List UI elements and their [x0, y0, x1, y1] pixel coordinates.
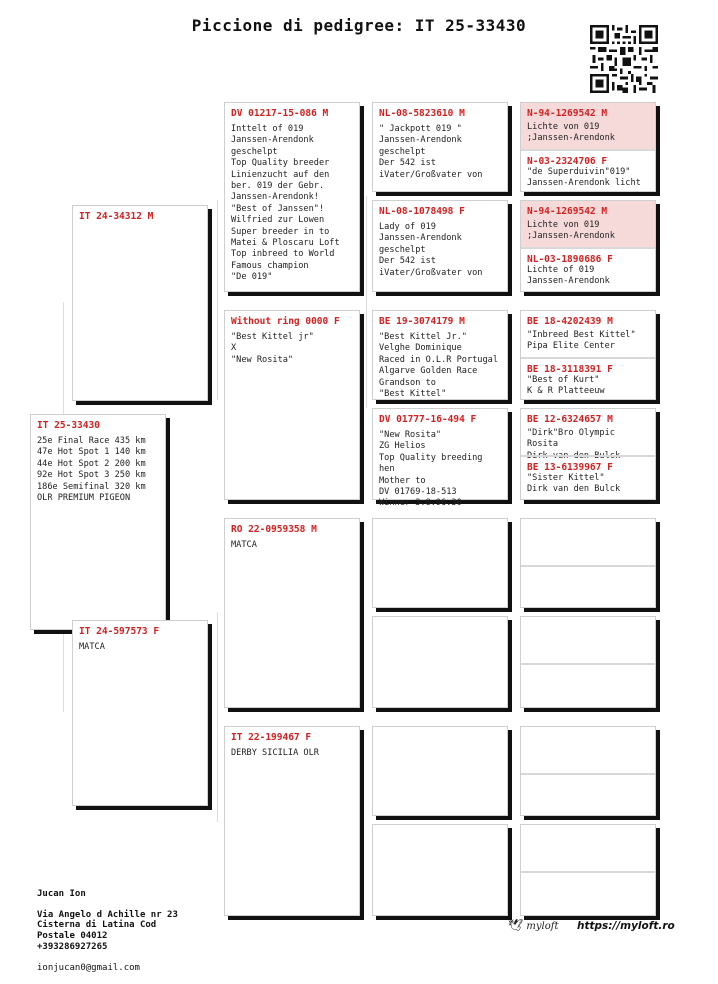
- ring-number: NL-03-1890686 F: [527, 254, 613, 265]
- logo-text: myloft: [526, 921, 559, 932]
- pigeon-card-gen4-pair[interactable]: [520, 200, 656, 292]
- connector-line: [217, 612, 218, 822]
- pigeon-info: Lichte of 019 Janssen-Arendonk: [527, 265, 610, 287]
- myloft-logo: [508, 918, 559, 932]
- pigeon-info: "Best Kittel jr" X "New Rosita": [231, 332, 314, 365]
- pigeon-info: "Dirk"Bro Olympic Rosita: [527, 428, 615, 450]
- pigeon-card-empty[interactable]: [372, 518, 508, 608]
- ring-number: IT 24-597573 F: [79, 626, 160, 637]
- ring-number: N-94-1269542 M: [527, 206, 608, 217]
- ring-number: IT 25-33430: [37, 420, 100, 431]
- website-link[interactable]: https://myloft.ro: [577, 920, 675, 932]
- ring-number: BE 12-6324657 M: [527, 414, 613, 425]
- pigeon-info: "New Rosita" ZG Helios Top Quality breeding hen Mother to DV 01769-18-513 Winner 3.8.96.30: [379, 430, 483, 509]
- ring-number: DV 01217-15-086 M: [231, 108, 329, 119]
- ring-number: BE 18-3118391 F: [527, 364, 613, 375]
- owner-block: [37, 878, 178, 984]
- divider: [521, 565, 655, 567]
- pigeon-info: "Sister Kittel" Dirk van den Bulck: [527, 473, 621, 495]
- pigeon-info: "Best of Kurt" K & R Platteeuw: [527, 375, 605, 397]
- ring-number: BE 18-4202439 M: [527, 316, 613, 327]
- pigeon-card-grandsire-maternal[interactable]: [224, 518, 360, 708]
- pigeon-info: Lichte von 019 ;Janssen-Arendonk: [527, 122, 615, 144]
- pigeon-card-empty[interactable]: [372, 824, 508, 916]
- pigeon-card-empty[interactable]: [520, 824, 656, 916]
- pigeon-card-empty[interactable]: [520, 726, 656, 816]
- pigeon-card-subject[interactable]: [30, 414, 166, 630]
- ring-number: NL-08-5823610 M: [379, 108, 465, 119]
- pigeon-info: 25e Final Race 435 km 47e Hot Spot 1 140 km 44e Hot Spot 2 200 km 92e Hot Spot 3 250 km 186e Semifinal 320 km OLR PREMIUM PIGEON: [37, 436, 146, 504]
- divider: [521, 663, 655, 665]
- pigeon-card-gen4-pair[interactable]: [520, 310, 656, 400]
- pigeon-card-empty[interactable]: [372, 726, 508, 816]
- pigeon-card-ggp-3[interactable]: [372, 310, 508, 400]
- pigeon-card-ggp-2[interactable]: [372, 200, 508, 292]
- page-title: Piccione di pedigree: IT 25-33430: [191, 16, 527, 35]
- pigeon-info: Lichte von 019 ;Janssen-Arendonk: [527, 220, 615, 242]
- pigeon-info: MATCA: [79, 642, 105, 652]
- pigeon-info: Inttelt of 019 Janssen-Arendonk geschelpt Top Quality breeder Linienzucht auf den ber. 019 der Gebr. Janssen-Arendonk! "Best of Janssen"! Wilfried zur Lowen Super breeder in to Matei & Ploscaru Loft Top inbreed to World Famous champion "De 019": [231, 124, 340, 283]
- owner-address: Via Angelo d Achille nr 23 Cisterna di Latina Cod Postale 04012 +393286927265: [37, 909, 178, 952]
- connector-line: [217, 200, 218, 400]
- pigeon-card-granddam-maternal[interactable]: [224, 726, 360, 916]
- pigeon-info: "de Superduivin"019" Janssen-Arendonk licht: [527, 167, 641, 189]
- pigeon-card-gen4-pair[interactable]: [520, 102, 656, 192]
- qr-code: [590, 25, 658, 93]
- pigeon-card-mother[interactable]: [72, 620, 208, 806]
- pigeon-info: DERBY SICILIA OLR: [231, 748, 319, 758]
- pigeon-info: [73, 223, 207, 227]
- pigeon-icon: 🕊: [508, 918, 524, 932]
- owner-name: Jucan Ion: [37, 888, 86, 899]
- pigeon-info: "Inbreed Best Kittel" Pipa Elite Center: [527, 330, 636, 352]
- ring-number: BE 19-3074179 M: [379, 316, 465, 327]
- ring-number: RO 22-0959358 M: [231, 524, 317, 535]
- pigeon-info: " Jackpott 019 " Janssen-Arendonk geschelpt Der 542 ist iVater/Großvater von: [379, 124, 483, 180]
- ring-number: Without ring 0000 F: [231, 316, 340, 327]
- connector-line: [366, 196, 367, 408]
- pigeon-info: "Best Kittel Jr." Velghe Dominique Raced in O.L.R Portugal Algarve Golden Race Grandson to "Best Kittel": [379, 332, 498, 400]
- ring-number: N-94-1269542 M: [527, 108, 608, 119]
- ring-number: DV 01777-16-494 F: [379, 414, 477, 425]
- pigeon-card-ggp-4[interactable]: [372, 408, 508, 509]
- divider: [521, 871, 655, 873]
- pigeon-card-father[interactable]: [72, 205, 208, 401]
- divider: [521, 773, 655, 775]
- pigeon-card-gen4-pair[interactable]: [520, 408, 656, 500]
- ring-number: IT 22-199467 F: [231, 732, 312, 743]
- ring-number: IT 24-34312 M: [79, 211, 154, 222]
- ring-number: BE 13-6139967 F: [527, 462, 613, 473]
- owner-email[interactable]: ionjucan0@gmail.com: [37, 962, 140, 973]
- pigeon-card-empty[interactable]: [520, 616, 656, 708]
- pigeon-card-ggp-1[interactable]: [372, 102, 508, 192]
- pigeon-card-granddam-paternal[interactable]: [224, 310, 360, 500]
- pigeon-card-empty[interactable]: [520, 518, 656, 608]
- pigeon-card-grandsire-paternal[interactable]: [224, 102, 360, 292]
- ring-number: N-03-2324706 F: [527, 156, 608, 167]
- pigeon-card-empty[interactable]: [372, 616, 508, 708]
- pigeon-info: MATCA: [231, 540, 257, 550]
- pigeon-info: Lady of 019 Janssen-Arendonk geschelpt Der 542 ist iVater/Großvater von: [379, 222, 483, 278]
- ring-number: NL-08-1078498 F: [379, 206, 465, 217]
